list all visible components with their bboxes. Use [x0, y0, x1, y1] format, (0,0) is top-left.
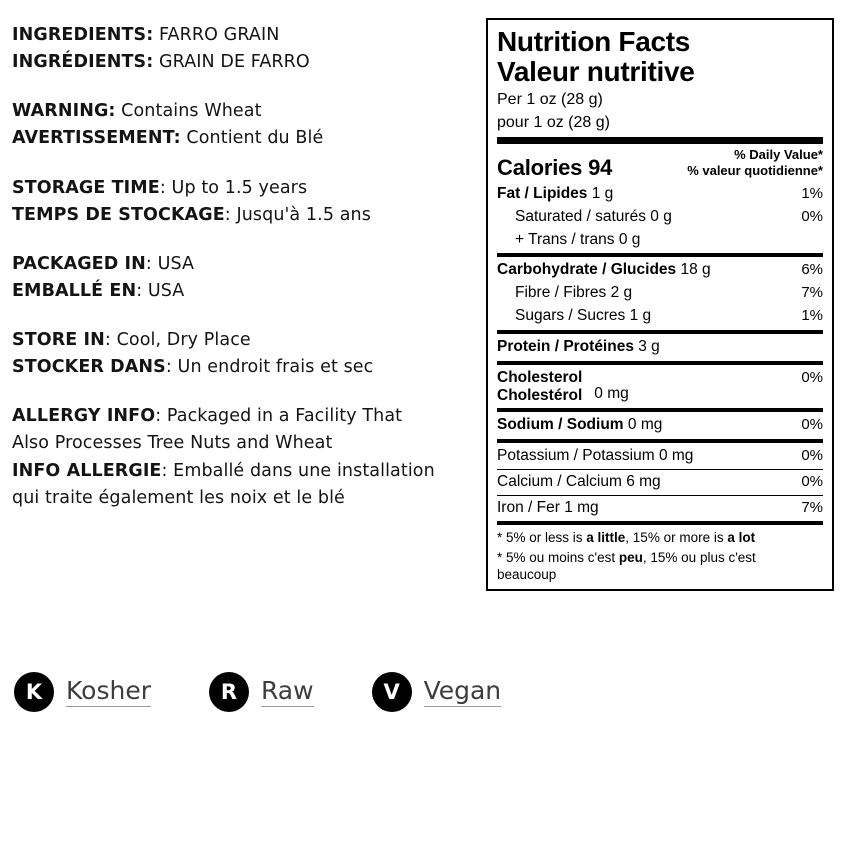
- nutrient-name: [497, 369, 588, 405]
- info-value: : Up to 1.5 years: [159, 177, 308, 198]
- nutrient-amount: 0 mg: [623, 415, 663, 433]
- nutrient-name: [497, 207, 678, 228]
- nutrient-name: [497, 498, 605, 519]
- nutrient-row: [497, 445, 823, 468]
- daily-value-header: [687, 147, 823, 180]
- nutrient-row: [497, 229, 823, 252]
- info-value: Contient du Blé: [180, 128, 324, 149]
- nutrient-name-text: Sodium / Sodium: [497, 415, 624, 433]
- footnote-en-part2: , 15% or more is: [625, 530, 728, 546]
- nutrient-row: [497, 497, 823, 520]
- vegan-icon: V: [372, 672, 412, 712]
- nutrient-name: [497, 230, 646, 251]
- nutrient-name-text: Carbohydrate / Glucides: [497, 261, 677, 279]
- certification-badges: [14, 672, 559, 712]
- info-line: [12, 430, 472, 457]
- divider-thick: [497, 137, 823, 144]
- nutrient-row: [497, 282, 823, 305]
- badge-label: Raw: [261, 677, 314, 708]
- nutrient-row: [497, 414, 823, 437]
- footnote-fr-part3: beaucoup: [497, 566, 557, 582]
- nutrient-row: [497, 183, 823, 206]
- info-line: [12, 22, 472, 49]
- nutrient-amount: 0 g: [614, 230, 641, 248]
- nutrient-amount: 0 mg: [654, 446, 694, 464]
- divider: [497, 469, 823, 470]
- info-value: : Un endroit frais et sec: [165, 357, 374, 378]
- raw-icon: R: [209, 672, 249, 712]
- nutrient-amount-wrap: [588, 384, 801, 405]
- nutrient-amount: 0 mg: [594, 384, 629, 402]
- divider: [497, 361, 823, 365]
- nutrient-name-text: Potassium / Potassium: [497, 446, 655, 464]
- nutrient-daily-value: 1%: [801, 307, 823, 325]
- info-value: : Jusqu'à 1.5 ans: [224, 204, 371, 225]
- info-label: PACKAGED IN: [12, 253, 146, 274]
- nutrient-amount: 1 mg: [559, 498, 599, 516]
- nutrient-name: [497, 446, 699, 467]
- info-value: Contains Wheat: [115, 101, 262, 122]
- nutrient-daily-value: 0%: [801, 369, 823, 387]
- nutrient-name-en: Cholesterol: [497, 369, 583, 387]
- calories-label: Calories 94: [497, 154, 613, 180]
- info-label: INFO ALLERGIE: [12, 460, 162, 481]
- divider: [497, 253, 823, 257]
- nutrient-name-text: Fibre / Fibres: [515, 284, 607, 302]
- info-value: FARRO GRAIN: [153, 25, 280, 45]
- info-line: [12, 485, 472, 512]
- info-value: Also Processes Tree Nuts and Wheat: [12, 433, 333, 454]
- footnote-fr-part2: , 15% ou plus c'est: [642, 549, 756, 565]
- info-value: qui traite également les noix et le blé: [12, 487, 345, 508]
- info-line: [12, 458, 472, 485]
- daily-value-header-en: % Daily Value*: [734, 147, 823, 163]
- info-label: WARNING:: [12, 101, 116, 122]
- nutrient-amount: 1 g: [587, 184, 614, 202]
- nutrient-name: [497, 337, 666, 358]
- nutrition-facts-panel: [486, 18, 834, 591]
- info-line: [12, 251, 472, 278]
- info-label: STOCKER DANS: [12, 357, 166, 378]
- nutrient-amount: 6 mg: [621, 472, 661, 490]
- info-block: [12, 98, 472, 152]
- kosher-icon: K: [14, 672, 54, 712]
- nutrient-daily-value: 0%: [801, 446, 823, 464]
- nutrition-title-en: Nutrition Facts: [497, 26, 691, 57]
- info-label: ALLERGY INFO: [12, 406, 156, 427]
- divider-footnote: [497, 521, 823, 525]
- nutrient-name: [497, 184, 619, 205]
- footnote-fr-bold1: peu: [618, 549, 643, 565]
- info-line: [12, 175, 472, 202]
- nutrient-daily-value: 6%: [801, 261, 823, 279]
- badge-label: Kosher: [66, 677, 151, 708]
- info-line: [12, 98, 472, 125]
- badge-raw: [209, 672, 314, 712]
- nutrient-name-text: Sugars / Sucres: [515, 307, 626, 325]
- info-line: [12, 125, 472, 152]
- footnote-en-part1: * 5% or less is: [497, 530, 587, 546]
- nutrient-name-text: Calcium / Calcium: [497, 472, 622, 490]
- info-label: AVERTISSEMENT:: [12, 128, 181, 149]
- nutrient-row: [497, 471, 823, 494]
- info-line: [12, 202, 472, 229]
- nutrient-row: [497, 336, 823, 359]
- info-value: : USA: [136, 280, 185, 301]
- info-line: [12, 403, 472, 430]
- nutrient-amount: 18 g: [676, 261, 711, 279]
- info-label: EMBALLÉ EN: [12, 280, 137, 301]
- nutrient-daily-value: 7%: [801, 284, 823, 302]
- badge-kosher: [14, 672, 151, 712]
- info-block: [12, 403, 472, 512]
- nutrient-name-text: Protein / Protéines: [497, 338, 634, 356]
- divider: [497, 495, 823, 496]
- info-block: [12, 327, 472, 381]
- divider: [497, 439, 823, 443]
- calories-row: [497, 146, 823, 182]
- footnote-fr: [497, 547, 823, 584]
- product-info-column: [12, 22, 472, 534]
- nutrition-title-fr: Valeur nutritive: [497, 56, 695, 88]
- info-block: [12, 22, 472, 76]
- nutrient-name: [497, 472, 667, 493]
- nutrient-name-text: + Trans / trans: [515, 230, 615, 248]
- nutrient-amount: 1 g: [625, 307, 652, 325]
- info-block: [12, 251, 472, 305]
- nutrient-amount: 2 g: [606, 284, 633, 302]
- footnote-en-bold2: a lot: [727, 530, 756, 546]
- info-value: : USA: [145, 253, 195, 274]
- nutrient-name-text: Iron / Fer: [497, 498, 560, 516]
- footnote-en-bold1: a little: [586, 530, 626, 546]
- nutrient-name: [497, 260, 717, 281]
- nutrient-row: [497, 305, 823, 328]
- info-value: GRAIN DE FARRO: [153, 52, 310, 73]
- info-value: : Packaged in a Facility That: [155, 406, 403, 427]
- footnote-fr-part1: * 5% ou moins c'est: [497, 549, 619, 565]
- badge-vegan: [372, 672, 502, 712]
- serving-size-fr: pour 1 oz (28 g): [497, 114, 610, 132]
- nutrient-row: [497, 259, 823, 282]
- nutrient-name: [497, 415, 668, 436]
- nutrient-name: [497, 283, 638, 304]
- info-line: [12, 278, 472, 305]
- nutrient-amount: 0 g: [645, 207, 672, 225]
- nutrient-daily-value: 0%: [801, 415, 823, 433]
- footnote-en: [497, 527, 823, 546]
- info-line: [12, 327, 472, 354]
- info-label: STORE IN: [12, 330, 105, 350]
- info-label: INGRÉDIENTS:: [12, 52, 154, 73]
- info-label: STORAGE TIME: [12, 177, 160, 198]
- info-value: : Emballé dans une installation: [161, 460, 435, 481]
- info-label: INGREDIENTS:: [12, 25, 154, 45]
- info-line: [12, 49, 472, 76]
- divider: [497, 408, 823, 412]
- badge-label: Vegan: [424, 677, 502, 708]
- info-label: TEMPS DE STOCKAGE: [12, 204, 225, 225]
- nutrient-daily-value: 0%: [801, 207, 823, 225]
- nutrient-daily-value: 0%: [801, 472, 823, 490]
- info-value: : Cool, Dry Place: [104, 330, 251, 350]
- serving-size-en: Per 1 oz (28 g): [497, 91, 603, 109]
- nutrient-name-text: Fat / Lipides: [497, 184, 588, 202]
- nutrient-name-fr: Cholestérol: [497, 386, 583, 404]
- nutrient-name: [497, 306, 657, 327]
- nutrient-daily-value: 7%: [801, 498, 823, 516]
- nutrient-rows: [497, 183, 823, 520]
- daily-value-header-fr: % valeur quotidienne*: [687, 163, 823, 179]
- divider: [497, 330, 823, 334]
- info-line: [12, 354, 472, 381]
- nutrient-daily-value: 1%: [801, 184, 823, 202]
- nutrient-row: [497, 367, 823, 406]
- nutrient-amount: 3 g: [633, 338, 660, 356]
- nutrient-row: [497, 206, 823, 229]
- nutrient-name-text: Saturated / saturés: [515, 207, 646, 225]
- info-block: [12, 175, 472, 229]
